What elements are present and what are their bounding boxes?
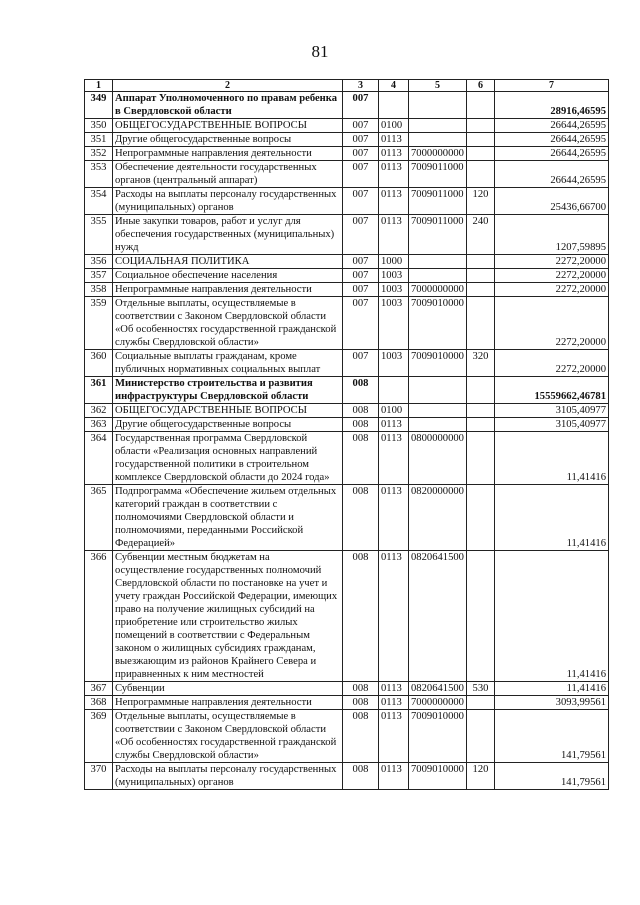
expense-type-code <box>467 297 495 350</box>
table-row <box>85 188 609 215</box>
row-name: ОБЩЕГОСУДАРСТВЕННЫЕ ВОПРОСЫ <box>113 119 343 133</box>
row-name: Непрограммные направления деятельности <box>113 147 343 161</box>
target-article-code: 7000000000 <box>409 147 467 161</box>
row-amount: 15559662,46781 <box>495 377 609 404</box>
expense-type-code <box>467 551 495 682</box>
row-number: 370 <box>85 763 113 790</box>
table-row <box>85 161 609 188</box>
row-number: 369 <box>85 710 113 763</box>
row-amount: 11,41416 <box>495 551 609 682</box>
section-code: 0113 <box>379 551 409 682</box>
section-code: 0113 <box>379 432 409 485</box>
row-amount: 2272,20000 <box>495 269 609 283</box>
expense-type-code: 320 <box>467 350 495 377</box>
row-name: Расходы на выплаты персоналу государственных (муниципальных) органов <box>113 763 343 790</box>
row-name: Непрограммные направления деятельности <box>113 283 343 297</box>
section-code: 0113 <box>379 485 409 551</box>
row-number: 361 <box>85 377 113 404</box>
expense-type-code <box>467 710 495 763</box>
row-name: Отдельные выплаты, осуществляемые в соответствии с Законом Свердловской области «Об особенностях государственной гражданской службы Свердловской области» <box>113 710 343 763</box>
row-name: Расходы на выплаты персоналу государственных (муниципальных) органов <box>113 188 343 215</box>
header-row <box>85 80 609 92</box>
row-amount: 2272,20000 <box>495 255 609 269</box>
expense-type-code: 530 <box>467 682 495 696</box>
expense-type-code <box>467 432 495 485</box>
section-code: 0113 <box>379 188 409 215</box>
row-number: 362 <box>85 404 113 418</box>
target-article-code: 7000000000 <box>409 283 467 297</box>
budget-table <box>84 79 609 790</box>
row-number: 355 <box>85 215 113 255</box>
section-code: 1003 <box>379 283 409 297</box>
section-code <box>379 92 409 119</box>
target-article-code <box>409 404 467 418</box>
ministry-code: 007 <box>343 188 379 215</box>
row-amount: 25436,66700 <box>495 188 609 215</box>
ministry-code: 008 <box>343 432 379 485</box>
row-name: Другие общегосударственные вопросы <box>113 133 343 147</box>
table-row <box>85 297 609 350</box>
target-article-code: 7009010000 <box>409 297 467 350</box>
ministry-code: 008 <box>343 418 379 432</box>
column-header: 2 <box>113 80 343 92</box>
row-name: Субвенции <box>113 682 343 696</box>
table-row <box>85 283 609 297</box>
target-article-code: 7009011000 <box>409 161 467 188</box>
column-header: 4 <box>379 80 409 92</box>
target-article-code: 0820641500 <box>409 551 467 682</box>
column-header: 6 <box>467 80 495 92</box>
page-number: 81 <box>311 42 329 61</box>
target-article-code: 7009010000 <box>409 350 467 377</box>
target-article-code <box>409 269 467 283</box>
section-code: 1003 <box>379 350 409 377</box>
ministry-code: 007 <box>343 119 379 133</box>
expense-type-code <box>467 269 495 283</box>
ministry-code: 007 <box>343 215 379 255</box>
section-code: 0113 <box>379 161 409 188</box>
ministry-code: 008 <box>343 404 379 418</box>
target-article-code: 0820000000 <box>409 485 467 551</box>
ministry-code: 007 <box>343 350 379 377</box>
ministry-code: 007 <box>343 255 379 269</box>
target-article-code: 0820641500 <box>409 682 467 696</box>
target-article-code: 7009010000 <box>409 763 467 790</box>
row-amount: 3093,99561 <box>495 696 609 710</box>
table-row <box>85 551 609 682</box>
section-code: 0113 <box>379 710 409 763</box>
row-amount: 3105,40977 <box>495 404 609 418</box>
expense-type-code: 120 <box>467 188 495 215</box>
expense-type-code <box>467 696 495 710</box>
ministry-code: 008 <box>343 710 379 763</box>
section-code: 0113 <box>379 147 409 161</box>
ministry-code: 007 <box>343 161 379 188</box>
table-row <box>85 696 609 710</box>
target-article-code: 7009010000 <box>409 710 467 763</box>
table-row <box>85 377 609 404</box>
ministry-code: 008 <box>343 682 379 696</box>
section-code: 0113 <box>379 696 409 710</box>
row-amount: 2272,20000 <box>495 297 609 350</box>
section-code: 1003 <box>379 269 409 283</box>
section-code: 1003 <box>379 297 409 350</box>
expense-type-code: 240 <box>467 215 495 255</box>
row-number: 364 <box>85 432 113 485</box>
table-row <box>85 133 609 147</box>
row-number: 354 <box>85 188 113 215</box>
expense-type-code <box>467 119 495 133</box>
row-number: 358 <box>85 283 113 297</box>
expense-type-code <box>467 404 495 418</box>
row-number: 363 <box>85 418 113 432</box>
row-name: Министерство строительства и развития инфраструктуры Свердловской области <box>113 377 343 404</box>
row-number: 351 <box>85 133 113 147</box>
table-row <box>85 485 609 551</box>
ministry-code: 008 <box>343 551 379 682</box>
row-name: Непрограммные направления деятельности <box>113 696 343 710</box>
section-code: 0113 <box>379 418 409 432</box>
row-number: 368 <box>85 696 113 710</box>
row-name: Государственная программа Свердловской области «Реализация основных направлений государственной политики в строительном комплексе Свердловской области до 2024 года» <box>113 432 343 485</box>
column-header: 5 <box>409 80 467 92</box>
table-row <box>85 763 609 790</box>
expense-type-code <box>467 418 495 432</box>
row-amount: 11,41416 <box>495 432 609 485</box>
row-amount: 28916,46595 <box>495 92 609 119</box>
table-row <box>85 147 609 161</box>
section-code: 0113 <box>379 133 409 147</box>
row-name: Субвенции местным бюджетам на осуществление государственных полномочий Свердловской области по постановке на учет и учету граждан Российской Федерации, имеющих право на получение жилищных субсидий на приобретение или строительство жилых помещений в соответствии с Федеральным законом о жилищных субсидиях гражданам, выезжающим из районов Крайнего Севера и приравненных к ним местностей <box>113 551 343 682</box>
target-article-code: 0800000000 <box>409 432 467 485</box>
row-amount: 11,41416 <box>495 682 609 696</box>
section-code: 1000 <box>379 255 409 269</box>
target-article-code <box>409 418 467 432</box>
section-code <box>379 377 409 404</box>
column-header: 1 <box>85 80 113 92</box>
target-article-code <box>409 119 467 133</box>
row-number: 367 <box>85 682 113 696</box>
row-name: Другие общегосударственные вопросы <box>113 418 343 432</box>
row-amount: 26644,26595 <box>495 119 609 133</box>
target-article-code <box>409 377 467 404</box>
row-amount: 1207,59895 <box>495 215 609 255</box>
row-name: Обеспечение деятельности государственных органов (центральный аппарат) <box>113 161 343 188</box>
table-row <box>85 255 609 269</box>
section-code: 0113 <box>379 215 409 255</box>
ministry-code: 007 <box>343 133 379 147</box>
row-name: Иные закупки товаров, работ и услуг для обеспечения государственных (муниципальных) нужд <box>113 215 343 255</box>
table-row <box>85 418 609 432</box>
target-article-code <box>409 133 467 147</box>
section-code: 0100 <box>379 119 409 133</box>
row-number: 349 <box>85 92 113 119</box>
target-article-code <box>409 255 467 269</box>
expense-type-code <box>467 485 495 551</box>
row-amount: 141,79561 <box>495 763 609 790</box>
target-article-code: 7009011000 <box>409 188 467 215</box>
expense-type-code <box>467 147 495 161</box>
expense-type-code <box>467 133 495 147</box>
table-row <box>85 404 609 418</box>
row-number: 360 <box>85 350 113 377</box>
target-article-code <box>409 92 467 119</box>
row-amount: 141,79561 <box>495 710 609 763</box>
table-row <box>85 350 609 377</box>
row-number: 359 <box>85 297 113 350</box>
expense-type-code: 120 <box>467 763 495 790</box>
section-code: 0100 <box>379 404 409 418</box>
table-row <box>85 119 609 133</box>
row-amount: 26644,26595 <box>495 133 609 147</box>
expense-type-code <box>467 377 495 404</box>
row-name: Аппарат Уполномоченного по правам ребенка в Свердловской области <box>113 92 343 119</box>
expense-type-code <box>467 255 495 269</box>
row-number: 350 <box>85 119 113 133</box>
ministry-code: 008 <box>343 696 379 710</box>
row-amount: 3105,40977 <box>495 418 609 432</box>
expense-type-code <box>467 283 495 297</box>
row-name: Социальное обеспечение населения <box>113 269 343 283</box>
row-number: 366 <box>85 551 113 682</box>
ministry-code: 007 <box>343 147 379 161</box>
ministry-code: 007 <box>343 269 379 283</box>
row-number: 352 <box>85 147 113 161</box>
row-amount: 26644,26595 <box>495 161 609 188</box>
row-number: 357 <box>85 269 113 283</box>
row-name: Социальные выплаты гражданам, кроме публичных нормативных социальных выплат <box>113 350 343 377</box>
row-name: ОБЩЕГОСУДАРСТВЕННЫЕ ВОПРОСЫ <box>113 404 343 418</box>
ministry-code: 008 <box>343 485 379 551</box>
ministry-code: 007 <box>343 283 379 297</box>
column-header: 7 <box>495 80 609 92</box>
row-amount: 26644,26595 <box>495 147 609 161</box>
row-name: СОЦИАЛЬНАЯ ПОЛИТИКА <box>113 255 343 269</box>
ministry-code: 008 <box>343 377 379 404</box>
table-row <box>85 682 609 696</box>
row-number: 365 <box>85 485 113 551</box>
row-amount: 2272,20000 <box>495 350 609 377</box>
row-amount: 11,41416 <box>495 485 609 551</box>
row-number: 356 <box>85 255 113 269</box>
row-name: Отдельные выплаты, осуществляемые в соответствии с Законом Свердловской области «Об особенностях государственной гражданской службы Свердловской области» <box>113 297 343 350</box>
row-name: Подпрограмма «Обеспечение жильем отдельных категорий граждан в соответствии с полномочиями Свердловской области и полномочиями, переданными Российской Федерацией» <box>113 485 343 551</box>
table-row <box>85 92 609 119</box>
section-code: 0113 <box>379 682 409 696</box>
table-row <box>85 432 609 485</box>
ministry-code: 007 <box>343 297 379 350</box>
column-header: 3 <box>343 80 379 92</box>
ministry-code: 007 <box>343 92 379 119</box>
ministry-code: 008 <box>343 763 379 790</box>
target-article-code: 7000000000 <box>409 696 467 710</box>
table-row <box>85 710 609 763</box>
table-row <box>85 215 609 255</box>
table-row <box>85 269 609 283</box>
expense-type-code <box>467 92 495 119</box>
row-amount: 2272,20000 <box>495 283 609 297</box>
expense-type-code <box>467 161 495 188</box>
section-code: 0113 <box>379 763 409 790</box>
target-article-code: 7009011000 <box>409 215 467 255</box>
row-number: 353 <box>85 161 113 188</box>
